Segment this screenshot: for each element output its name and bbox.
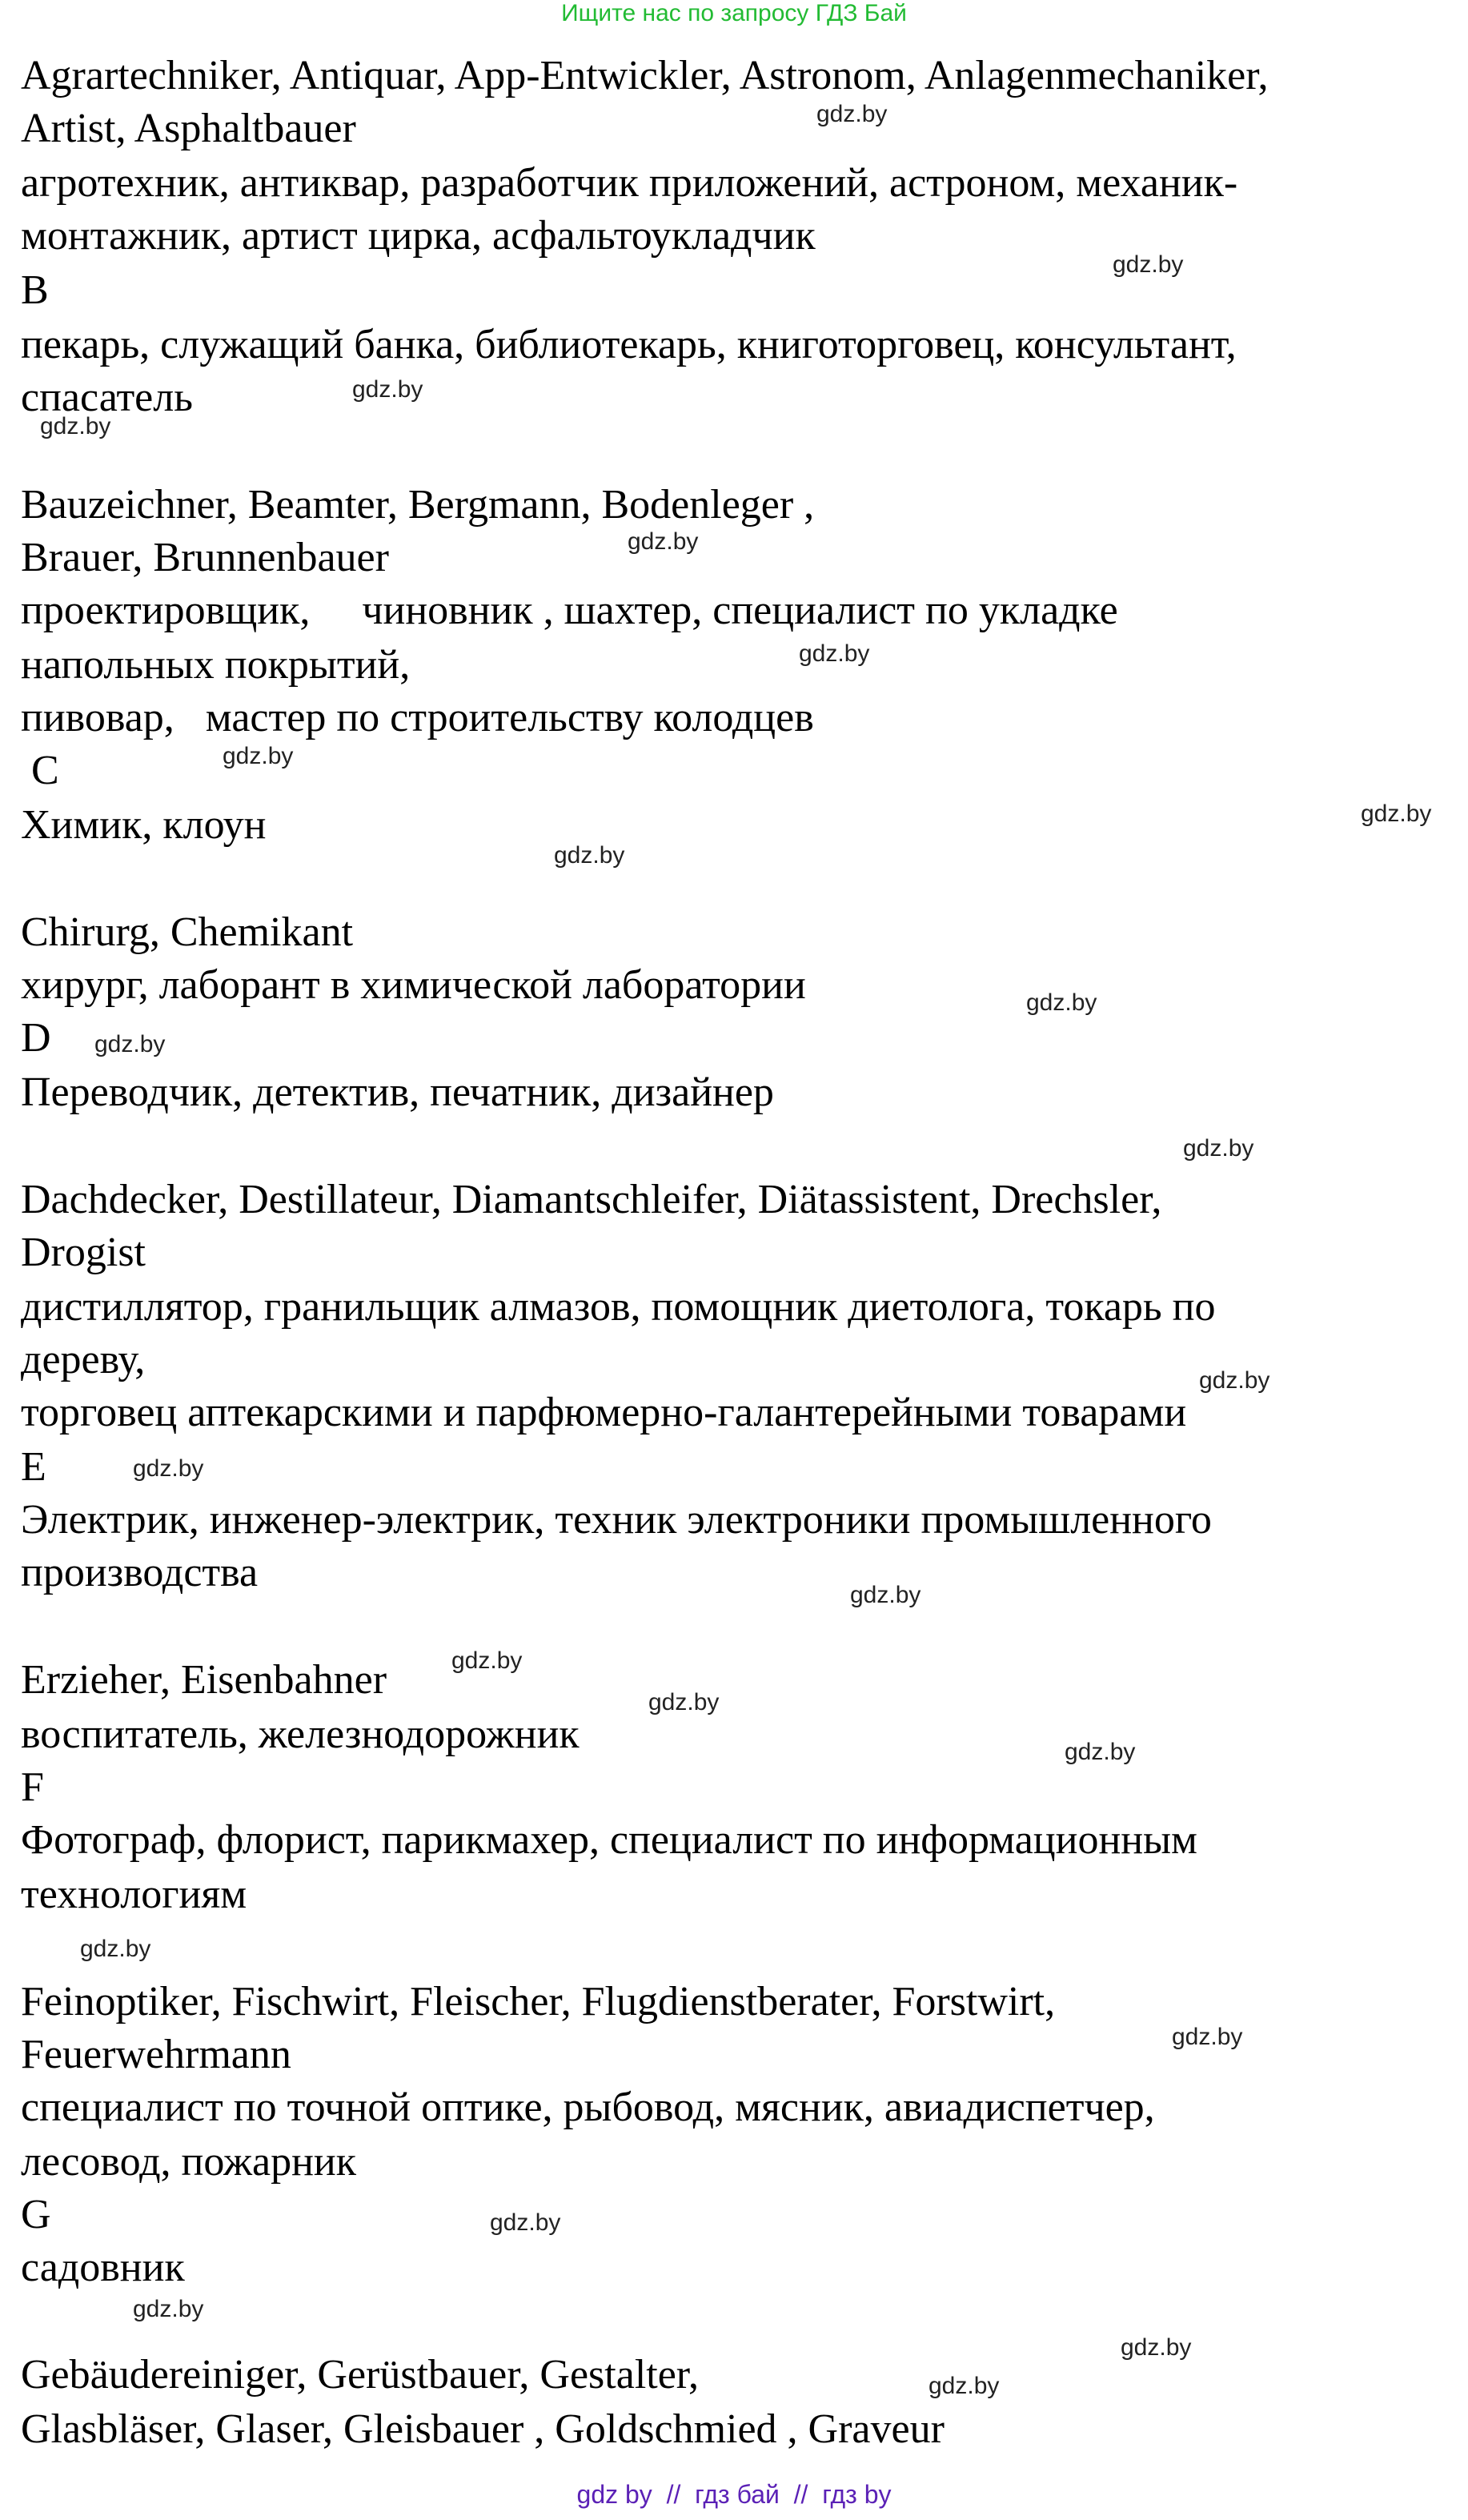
text-line: садовник: [21, 2245, 185, 2290]
watermark: gdz.by: [929, 2373, 1000, 2399]
text-line: Chirurg, Chemikant: [21, 909, 354, 955]
text-line: Dachdecker, Destillateur, Diamantschleifer, Diätassistent, Drechsler,: [21, 1177, 1162, 1222]
text-line: Bauzeichner, Beamter, Bergmann, Bodenleger ,: [21, 482, 815, 528]
watermark: gdz.by: [1199, 1367, 1270, 1394]
footer-links[interactable]: gdz by // гдз бай // гдз by: [576, 2480, 892, 2509]
watermark: gdz.by: [554, 842, 625, 869]
text-line: Artist, Asphaltbauer: [21, 106, 356, 151]
text-line: дистиллятор, гранильщик алмазов, помощник диетолога, токарь по: [21, 1284, 1216, 1330]
watermark: gdz.by: [1361, 801, 1432, 827]
watermark: gdz.by: [1026, 989, 1097, 1016]
text-line: лесовод, пожарник: [21, 2139, 357, 2185]
text-line: дереву,: [21, 1337, 146, 1382]
section-letter: G: [21, 2192, 51, 2237]
section-letter: F: [21, 1764, 44, 1810]
text-line: пекарь, служащий банка, библиотекарь, книготорговец, консультант,: [21, 322, 1237, 367]
section-letter: B: [21, 267, 49, 313]
text-line: Химик, клоун: [21, 802, 267, 848]
watermark: gdz.by: [1065, 1739, 1136, 1765]
watermark: gdz.by: [80, 1936, 151, 1962]
text-line: Feuerwehrmann: [21, 2032, 291, 2077]
watermark: gdz.by: [1121, 2334, 1192, 2361]
watermark: gdz.by: [1113, 251, 1184, 278]
watermark: gdz.by: [133, 1455, 204, 1482]
watermark: gdz.by: [1172, 2024, 1243, 2050]
text-line: технологиям: [21, 1872, 247, 1917]
text-line: Gebäudereiniger, Gerüstbauer, Gestalter,: [21, 2352, 700, 2398]
watermark: gdz.by: [850, 1582, 921, 1608]
section-letter: E: [21, 1444, 46, 1490]
text-line: Agrartechniker, Antiquar, App-Entwickler, Astronom, Anlagenmechaniker,: [21, 53, 1269, 98]
text-line: проектировщик, чиновник , шахтер, специалист по укладке: [21, 588, 1118, 633]
text-line: Переводчик, детектив, печатник, дизайнер: [21, 1069, 774, 1115]
watermark: gdz.by: [628, 528, 699, 555]
watermark: gdz.by: [648, 1689, 720, 1715]
watermark: gdz.by: [223, 743, 294, 769]
text-line: Feinoptiker, Fischwirt, Fleischer, Flugdienstberater, Forstwirt,: [21, 1979, 1056, 2024]
text-line: производства: [21, 1550, 259, 1595]
watermark: gdz.by: [352, 376, 423, 403]
section-letter: C: [21, 748, 59, 793]
text-line: Drogist: [21, 1230, 146, 1275]
text-line: Фотограф, флорист, парикмахер, специалист по информационным: [21, 1817, 1197, 1863]
text-line: агротехник, антиквар, разработчик приложений, астроном, механик-: [21, 160, 1238, 206]
text-line: монтажник, артист цирка, асфальтоукладчик: [21, 213, 816, 259]
watermark: gdz.by: [1183, 1135, 1254, 1162]
watermark: gdz.by: [94, 1031, 166, 1057]
text-line: пивовар, мастер по строительству колодцев: [21, 695, 814, 740]
text-line: Glasbläser, Glaser, Gleisbauer , Goldschmied , Graveur: [21, 2406, 945, 2452]
text-line: спасатель: [21, 375, 193, 420]
text-line: торговец аптекарскими и парфюмерно-галантерейными товарами: [21, 1390, 1187, 1435]
top-banner[interactable]: Ищите нас по запросу ГДЗ Бай: [561, 0, 907, 26]
text-line: Brauer, Brunnenbauer: [21, 535, 389, 580]
watermark: gdz.by: [490, 2209, 561, 2236]
text-line: Erzieher, Eisenbahner: [21, 1657, 387, 1703]
watermark: gdz.by: [816, 101, 888, 127]
text-line: хирург, лаборант в химической лаборатории: [21, 962, 806, 1008]
text-line: напольных покрытий,: [21, 642, 411, 688]
watermark: gdz.by: [40, 413, 111, 439]
watermark: gdz.by: [799, 640, 870, 667]
section-letter: D: [21, 1015, 51, 1061]
text-line: воспитатель, железнодорожник: [21, 1711, 580, 1757]
watermark: gdz.by: [133, 2296, 204, 2322]
text-line: специалист по точной оптике, рыбовод, мясник, авиадиспетчер,: [21, 2085, 1155, 2130]
text-line: Электрик, инженер-электрик, техник электроники промышленного: [21, 1497, 1212, 1543]
watermark: gdz.by: [451, 1647, 523, 1674]
